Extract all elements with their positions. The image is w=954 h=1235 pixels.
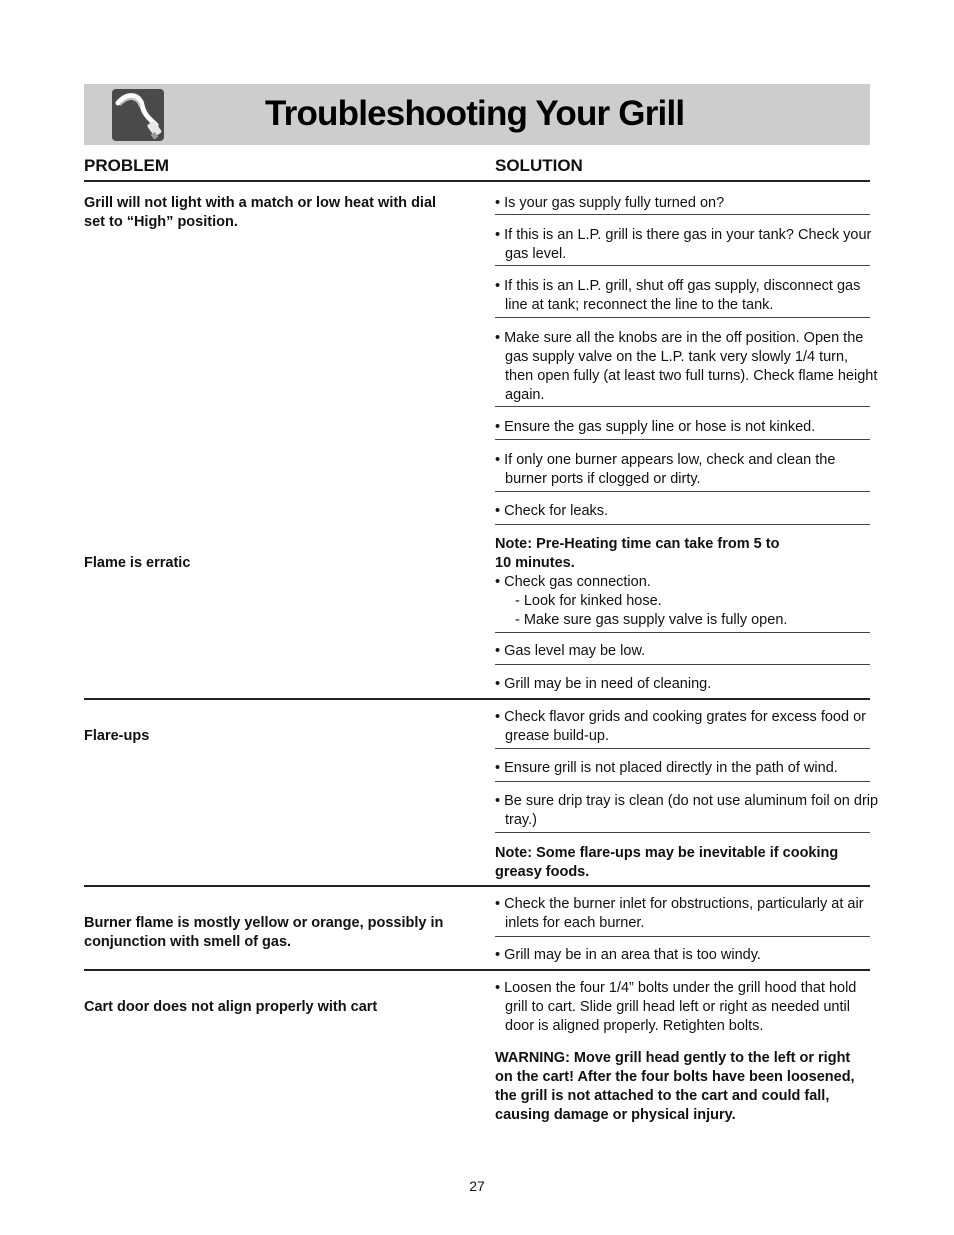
problem-no-light: Grill will not light with a match or low heat with dial set to “High” position.	[84, 195, 437, 230]
problem-column-header: PROBLEM	[84, 156, 169, 175]
divider	[495, 265, 870, 266]
divider	[495, 524, 870, 525]
solution-column-header: SOLUTION	[495, 156, 583, 175]
section-rule	[84, 969, 870, 971]
solution-item: • If this is an L.P. grill is there gas in your tank? Check your gas level.	[495, 227, 872, 262]
solution-item: • Check flavor grids and cooking grates for excess food or grease build-up.	[495, 709, 866, 744]
solution-subitem: - Look for kinked hose.	[515, 593, 662, 609]
solution-item: • Be sure drip tray is clean (do not use aluminum foil on drip tray.)	[495, 793, 879, 828]
divider	[495, 832, 870, 833]
solution-subitem: - Make sure gas supply valve is fully open.	[515, 612, 788, 628]
solution-item: • If only one burner appears low, check and clean the burner ports if clogged or dirty.	[495, 452, 836, 487]
note-preheat-line2: 10 minutes.	[495, 555, 575, 571]
warning-text: WARNING: Move grill head gently to the left or right on the cart! After the four bolts have been loosened, the grill is not attached to the cart and could fall, causing damage or physical injury.	[495, 1050, 855, 1123]
section-rule	[84, 698, 870, 700]
solution-item: • Make sure all the knobs are in the off position. Open the gas supply valve on the L.P. tank very slowly 1/4 turn, then open fully (at least two full turns). Check flame height again.	[495, 330, 878, 403]
divider	[495, 781, 870, 782]
solution-item: • Ensure grill is not placed directly in the path of wind.	[495, 760, 838, 776]
note-flare-ups: Note: Some flare-ups may be inevitable if cooking greasy foods.	[495, 845, 839, 880]
solution-item: • Gas level may be low.	[495, 643, 646, 659]
divider	[495, 664, 870, 665]
solution-item: • Check the burner inlet for obstructions, particularly at air inlets for each burner.	[495, 896, 864, 931]
section-rule	[84, 885, 870, 887]
problem-cart-door: Cart door does not align properly with cart	[84, 999, 378, 1015]
note-preheat-line1: Note: Pre-Heating time can take from 5 to	[495, 536, 780, 552]
solution-item: • Loosen the four 1/4” bolts under the grill hood that hold grill to cart. Slide grill head left or right as needed until door is aligned properly. Retighten bolts.	[495, 980, 857, 1034]
problem-yellow-flame: Burner flame is mostly yellow or orange, possibly in conjunction with smell of gas.	[84, 915, 444, 950]
divider	[495, 317, 870, 318]
solution-item: • Check gas connection.	[495, 574, 651, 590]
solution-item: • If this is an L.P. grill, shut off gas supply, disconnect gas line at tank; reconnect the line to the tank.	[495, 278, 861, 313]
solution-item: • Check for leaks.	[495, 503, 609, 519]
header-rule	[84, 180, 870, 182]
divider	[495, 491, 870, 492]
divider	[495, 406, 870, 407]
gas-hose-icon	[112, 89, 164, 141]
solution-item: • Is your gas supply fully turned on?	[495, 195, 725, 211]
page-number: 27	[469, 1178, 485, 1194]
problem-flare-ups: Flare-ups	[84, 728, 150, 744]
divider	[495, 936, 870, 937]
divider	[495, 439, 870, 440]
page-header	[84, 84, 870, 145]
solution-item: • Ensure the gas supply line or hose is not kinked.	[495, 419, 816, 435]
solution-item: • Grill may be in an area that is too windy.	[495, 947, 761, 963]
divider	[495, 214, 870, 215]
page-title: Troubleshooting Your Grill	[265, 94, 685, 133]
divider	[495, 748, 870, 749]
divider	[495, 632, 870, 633]
problem-erratic-flame: Flame is erratic	[84, 555, 191, 571]
solution-block-erratic	[495, 535, 870, 630]
solution-item: • Grill may be in need of cleaning.	[495, 676, 712, 692]
